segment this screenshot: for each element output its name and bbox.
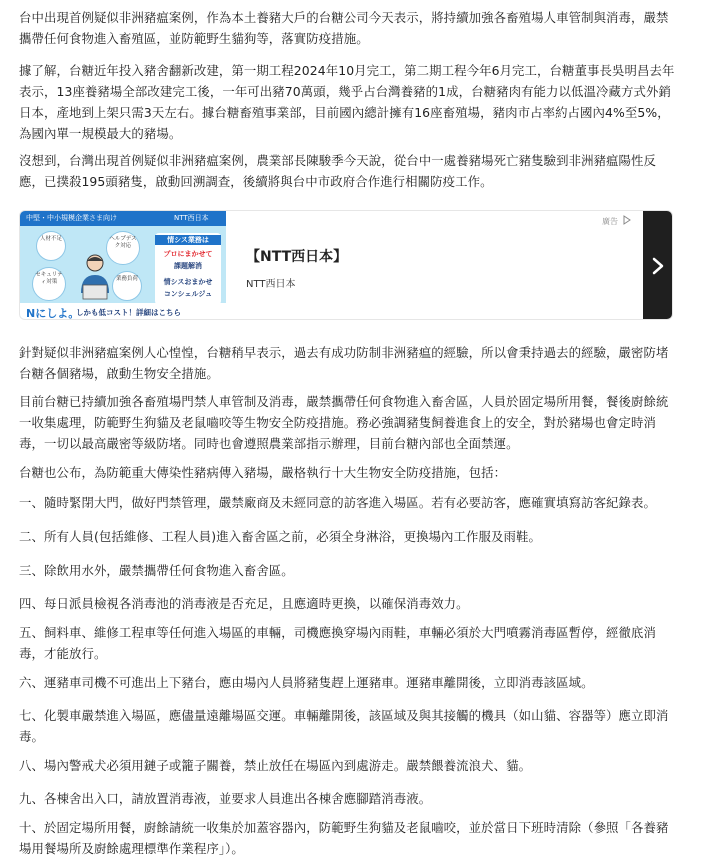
ad-image-topbar (20, 211, 226, 226)
article-paragraph-6: 台糖也公布，為防範重大傳染性豬病傳入豬場，嚴格執行十大生物安全防疫措施，包括： (19, 465, 507, 480)
ad-bubble-line-1: 情シス業務は (155, 235, 221, 245)
article-paragraph-3: 沒想到，台灣出現首例疑似非洲豬瘟案例，農業部長陳駿季今天說，從台中一處養豬場死亡豬隻驗到非洲豬瘟陽性反應，已撲殺195頭豬隻，啟動回溯調查，後續將與台中市政府合作進行相關防疫工作。 (19, 153, 657, 189)
article-paragraph-2: 據了解，台糖近年投入豬舍翻新改建，第一期工程2024年10月完工，第二期工程今年6月完工，台糖董事長吳明昌去年表示，13座養豬場全部改建完工後，一年可出豬70萬頭，幾乎占台灣養豬的1成，台糖豬肉有能力以低溫冷藏方式外銷日本，產地到上架只需3天左右。據台糖畜殖事業部，目前國內總計擁有16座畜殖場，豬肉市占率約占國內4%至5%，為國內單一規模最大的豬場。 (19, 63, 675, 141)
rule-item-5: 五、飼料車、維修工程車等任何進入場區的車輛，司機應換穿場內雨鞋，車輛必須於大門噴霧消毒區暫停，經徹底消毒，才能放行。 (19, 625, 657, 661)
ad-circle-1: 人材不足 (36, 231, 66, 261)
rule-item-2: 二、所有人員(包括維修、工程人員)進入畜舍區之前，必須全身淋浴，更換場內工作服及雨鞋。 (19, 529, 541, 544)
article-paragraph-5: 目前台糖已持續加強各畜殖場門禁人車管制及消毒，嚴禁攜帶任何食物進入畜舍區，人員於固定場所用餐，餐後廚餘統一收集處理，防範野生狗貓及老鼠嚙咬等生物安全防疫措施。務必強調豬隻飼養進食上的安全，對於豬場也會定時消毒，一切以最高嚴密等級防堵。同時也會遵照農業部指示辦理，目前台糖內部也全面禁運。 (19, 394, 669, 451)
ad-next-button[interactable] (643, 211, 673, 320)
ad-bubble (155, 233, 221, 305)
rule-item-1: 一、隨時緊閉大門，做好門禁管理，嚴禁廠商及未經同意的訪客進入場區。若有必要訪客，應確實填寫訪客紀錄表。 (19, 495, 657, 510)
rule-item-4: 四、每日派員檢視各消毒池的消毒液是否充足，且應適時更換，以確保消毒效力。 (19, 596, 469, 611)
ad-image-logo: Nにしよ。 (26, 307, 80, 320)
ad-image-bottom-text: しかも低コスト！詳細はこちら (76, 308, 181, 317)
ad-banner[interactable] (19, 210, 673, 320)
ad-label: 廣告 (602, 217, 618, 226)
ad-bubble-line-2: プロにまかせて (163, 250, 213, 258)
ad-circle-4: 業務負荷 (112, 271, 142, 301)
article-paragraph-4: 針對疑似非洲豬瘟案例人心惶惶，台糖稍早表示，過去有成功防制非洲豬瘟的經驗，所以會秉持過去的經驗，嚴密防堵台糖各個豬場，啟動生物安全措施。 (19, 345, 669, 381)
ad-image-bottombar (20, 303, 226, 320)
ad-image-brand: NTT西日本 (174, 214, 209, 222)
ad-image[interactable] (20, 211, 226, 320)
ad-headline[interactable]: 【NTT西日本】 (246, 249, 348, 265)
rule-item-8: 八、場內警戒犬必須用鏈子或籠子關養，禁止放任在場區內到處游走。嚴禁餵養流浪犬、貓。 (19, 758, 532, 773)
rule-item-9: 九、各棟舍出入口，請放置消毒液，並要求人員進出各棟舍應腳踏消毒液。 (19, 791, 432, 806)
ad-bubble-line-5: コンシェルジュ (163, 290, 213, 298)
ad-choices-icon[interactable] (622, 215, 632, 225)
ad-circle-2: ヘルプデスク対応 (106, 231, 140, 265)
rule-item-3: 三、除飲用水外，嚴禁攜帶任何食物進入畜舍區。 (19, 563, 294, 578)
rule-item-6: 六、運豬車司機不可進出上下豬台，應由場內人員將豬隻趕上運豬車。運豬車離開後，立即消毒該區域。 (19, 675, 594, 690)
rule-item-7: 七、化製車嚴禁進入場區，應儘量遠離場區交運。車輛離開後，該區域及與其接觸的機具（如山貓、容器等）應立即消毒。 (19, 708, 669, 744)
ad-advertiser[interactable]: NTT西日本 (246, 279, 296, 290)
rule-item-10: 十、於固定場所用餐，廚餘請統一收集於加蓋容器內，防範野生狗貓及老鼠嚙咬，並於當日下班時清除（參照「各養豬場用餐場所及廚餘處理標準作業程序」）。 (19, 820, 669, 856)
chevron-right-icon (652, 257, 665, 275)
ad-image-top-text: 中堅・中小規模企業さま向け (26, 214, 117, 222)
article-paragraph-1: 台中出現首例疑似非洲豬瘟案例，作為本土養豬大戶的台糖公司今天表示，將持續加強各畜殖場人車管制與消毒，嚴禁攜帶任何食物進入畜殖區，並防範野生貓狗等，落實防疫措施。 (19, 10, 669, 46)
person-illustration-icon (75, 253, 115, 301)
ad-circle-3: セキュリティ対策 (32, 267, 66, 301)
ad-bubble-line-3: 課題解消 (174, 262, 202, 270)
ad-bubble-line-4: 情シスおまかせ (163, 278, 213, 286)
